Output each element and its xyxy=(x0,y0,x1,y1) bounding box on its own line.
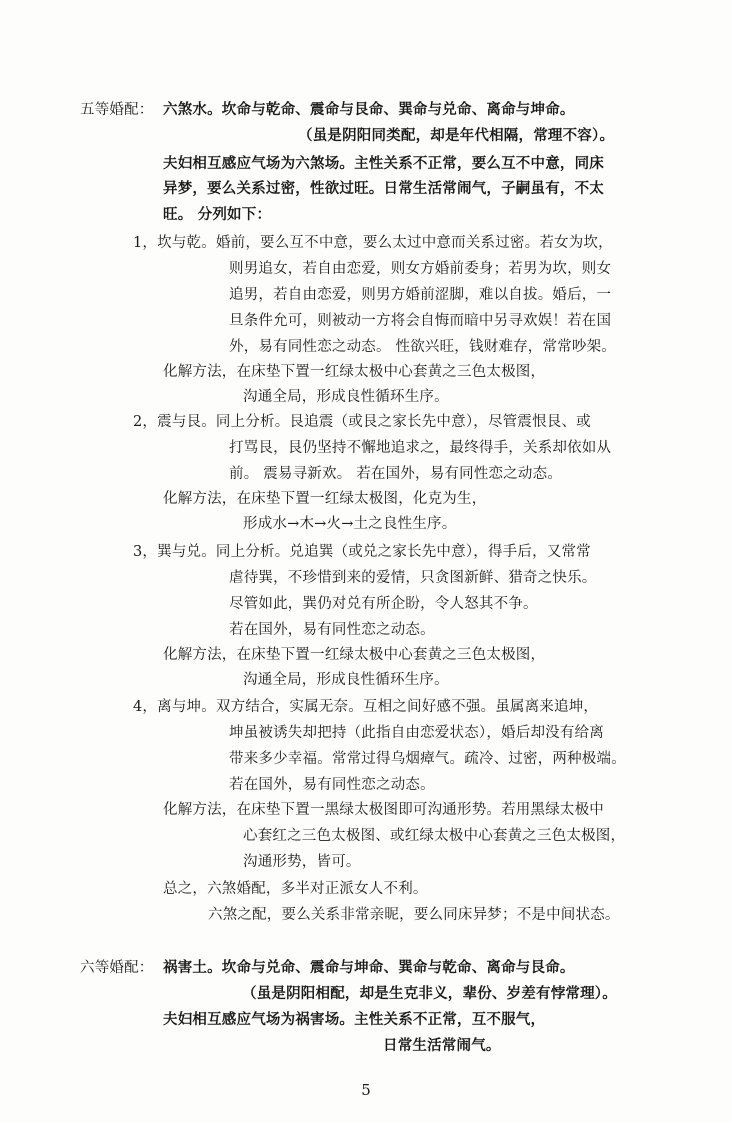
section5-intro-line: 异梦，要么关系过密，性欲过旺。日常生活常闹气，子嗣虽有，不太 xyxy=(163,180,604,197)
item3-line: 虐待巽，不珍惜到来的爱情，只贪图新鲜、猎奇之快乐。 xyxy=(229,570,597,586)
section5-summary: 六煞之配，要么关系非常亲昵，要么同床异梦；不是中间状态。 xyxy=(208,907,620,923)
item1-line: 外，易有同性恋之动态。 性欲兴旺，钱财难存，常常吵架。 xyxy=(229,339,617,355)
item1-line: 追男，若自由恋爱，则男方婚前涩脚，难以自拔。婚后，一 xyxy=(229,287,612,303)
item4-line: 若在国外，易有同性恋之动态。 xyxy=(229,777,435,793)
item1-line: 旦条件允可，则被动一方将会自悔而暗中另寻欢娱！若在国 xyxy=(229,313,612,329)
section6-intro-line: 日常生活常闹气。 xyxy=(383,1037,501,1054)
section5-note: （虽是阴阳同类配，却是年代相隔，常理不容）。 xyxy=(298,127,615,144)
section6-title: 祸害土。坎命与兑命、震命与坤命、巽命与乾命、离命与艮命。 xyxy=(163,959,575,976)
item4-remedy: 沟通形势，皆可。 xyxy=(243,854,361,870)
section5-intro-line: 夫妇相互感应气场为六煞场。主性关系不正常，要么互不中意，同床 xyxy=(163,155,604,172)
item4-remedy: 心套红之三色太极图、或红绿太极中心套黄之三色太极图， xyxy=(243,828,626,844)
item3-line: 尽管如此，巽仍对兑有所企盼，令人怒其不争。 xyxy=(229,596,538,612)
item3-remedy: 化解方法，在床垫下置一红绿太极中心套黄之三色太极图， xyxy=(163,647,546,663)
item2-line: 打骂艮，艮仍坚持不懈地追求之，最终得手，关系却依如从 xyxy=(229,440,612,456)
section5-summary: 总之，六煞婚配，多半对正派女人不利。 xyxy=(163,881,428,897)
item2-remedy: 化解方法，在床垫下置一红绿太极图，化克为生， xyxy=(163,491,487,507)
section6-heading: 六等婚配： xyxy=(80,960,154,976)
item4-line: 坤虽被诱失却把持（此指自由恋爱状态），婚后却没有给离 xyxy=(229,725,604,741)
item1-remedy: 沟通全局，形成良性循环生序。 xyxy=(243,389,449,405)
item4-remedy: 化解方法，在床垫下置一黑绿太极图即可沟通形势。若用黑绿太极中 xyxy=(163,802,604,818)
item3-line: 若在国外，易有同性恋之动态。 xyxy=(229,622,435,638)
section5-title: 六煞水。坎命与乾命、震命与艮命、巽命与兑命、离命与坤命。 xyxy=(163,101,575,118)
item4-line: 4，离与坤。双方结合，实属无奈。互相之间好感不强。虽属离来追坤， xyxy=(133,699,599,715)
item2-line: 2，震与艮。同上分析。艮追震（或艮之家长先中意），尽管震恨艮、或 xyxy=(133,414,591,430)
item3-remedy: 沟通全局，形成良性循环生序。 xyxy=(243,672,449,688)
item1-remedy: 化解方法，在床垫下置一红绿太极中心套黄之三色太极图， xyxy=(163,364,546,380)
section5-heading: 五等婚配： xyxy=(80,102,154,118)
section6-note: （虽是阴阳相配，却是生克非义，辈份、岁差有悖常理）。 xyxy=(242,985,617,1002)
section6-intro-line: 夫妇相互感应气场为祸害场。主性关系不正常，互不服气， xyxy=(163,1011,546,1028)
item1-line: 1，坎与乾。婚前，要么互不中意，要么太过中意而关系过密。若女为坎， xyxy=(133,235,613,251)
item2-line: 前。 震易寻新欢。 若在国外，易有同性恋之动态。 xyxy=(229,466,563,482)
section5-intro-line: 旺。 分列如下： xyxy=(163,206,272,223)
item3-line: 3，巽与兑。同上分析。兑追巽（或兑之家长先中意），得手后，又常常 xyxy=(133,544,591,560)
item4-line: 带来多少幸福。常常过得乌烟瘴气。疏冷、过密，两种极端。 xyxy=(229,751,626,767)
item2-remedy: 形成水→木→火→土之良性生序。 xyxy=(243,516,457,532)
item1-line: 则男追女，若自由恋爱，则女方婚前委身；若男为坎，则女 xyxy=(229,261,612,277)
page-number: 5 xyxy=(361,1081,371,1099)
